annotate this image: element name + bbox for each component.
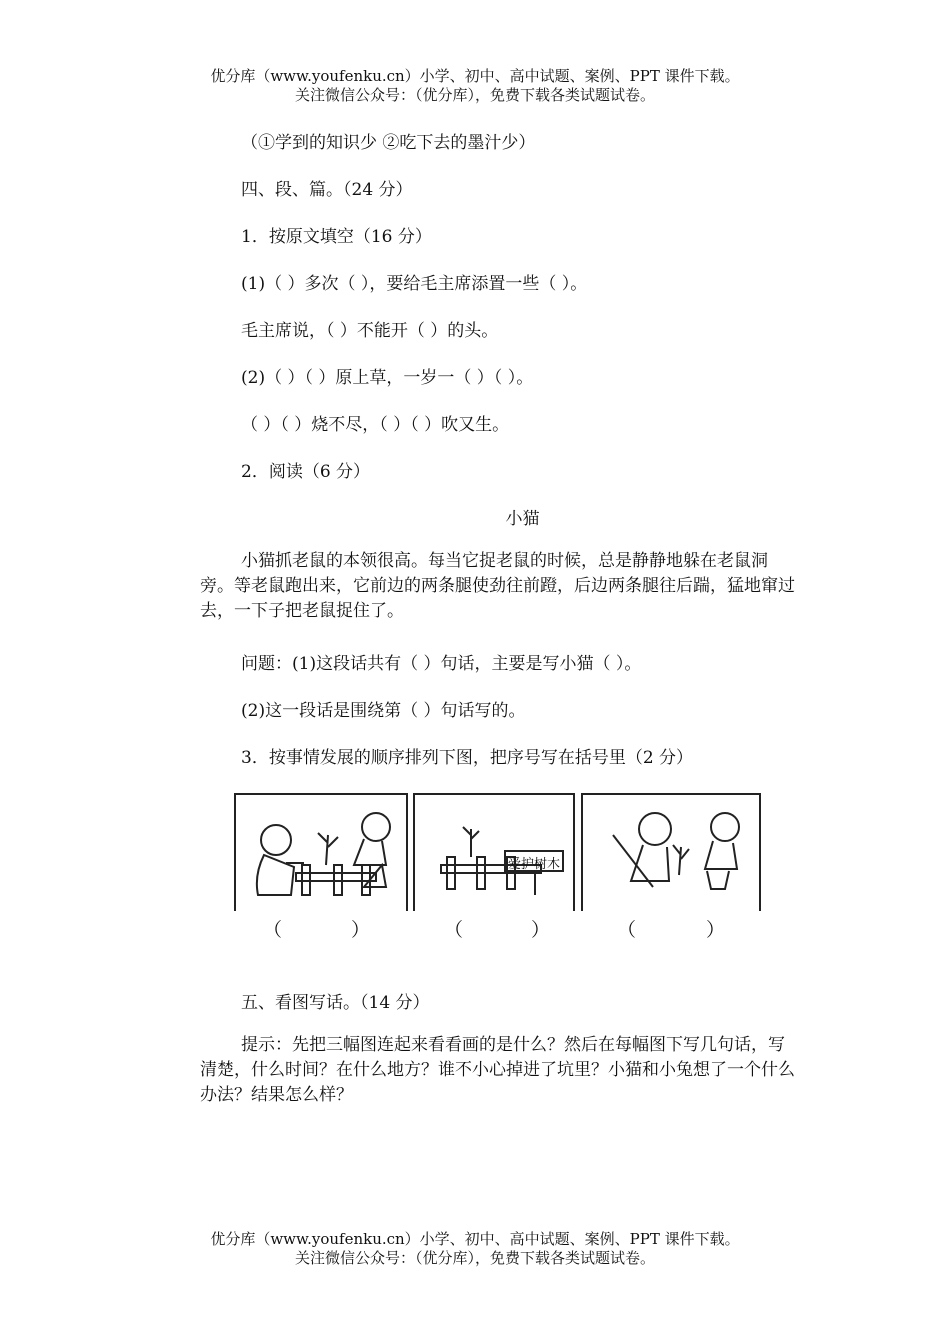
question-3-title: 3．按事情发展的顺序排列下图，把序号写在括号里（2 分）	[241, 748, 694, 768]
picture-panel-1	[234, 793, 408, 911]
answer-paren-2-open: （	[444, 919, 464, 941]
writing-hint: 提示：先把三幅图连起来看看画的是什么？然后在每幅图下写几句话，写清楚，什么时间？在什么地方？谁不小心掉进了坑里？小猫和小兔想了一个什么办法？结果怎么样？	[200, 1035, 795, 1105]
answer-paren-1-open: （	[263, 919, 283, 941]
answer-paren-3-open: （	[617, 919, 637, 941]
passage-title: 小猫	[505, 509, 540, 529]
question-2-2: (2)这一段话是围绕第（ ）句话写的。	[241, 701, 526, 721]
sign-text: 爱护树木	[507, 857, 560, 872]
answer-paren-1-close: ）	[351, 919, 371, 941]
question-2-1: 问题：(1)这段话共有（ ）句话，主要是写小猫（ ）。	[241, 654, 642, 674]
question-1-1b: 毛主席说，（ ）不能开（ ）的头。	[241, 321, 499, 341]
section-5-heading: 五、看图写话。（14 分）	[241, 993, 430, 1013]
options-text: （①学到的知识少 ②吃下去的墨汁少）	[241, 133, 536, 153]
page-header	[0, 67, 950, 105]
footer-line-2: 关注微信公众号：（优分库），免费下载各类试题试卷。	[294, 1249, 655, 1267]
question-1-1a: (1)（ ）多次（ ），要给毛主席添置一些（ ）。	[241, 274, 588, 294]
answer-paren-2-close: ）	[531, 919, 551, 941]
footer-line-1: 优分库（www.youfenku.cn）小学、初中、高中试题、案例、PPT 课件下载。	[210, 1230, 740, 1248]
children-fixing-fence-illustration	[236, 795, 406, 911]
answer-paren-3-close: ）	[706, 919, 726, 941]
question-2-title: 2．阅读（6 分）	[241, 462, 371, 482]
picture-panel-3	[581, 793, 761, 911]
passage-text: 小猫抓老鼠的本领很高。每当它捉老鼠的时候，总是静静地躲在老鼠洞旁。等老鼠跑出来，它前边的两条腿使劲往前蹬，后边两条腿往后踹，猛地窜过去，一下子把老鼠捉住了。	[200, 551, 795, 621]
page-footer	[0, 1230, 950, 1268]
header-line-2: 关注微信公众号：（优分库），免费下载各类试题试卷。	[294, 86, 655, 104]
question-1-title: 1．按原文填空（16 分）	[241, 227, 432, 247]
section-4-heading: 四、段、篇。（24 分）	[241, 180, 413, 200]
question-1-2b: （ ）（ ）烧不尽，（ ）（ ）吹又生。	[241, 415, 510, 435]
children-planting-tree-illustration	[583, 795, 759, 911]
question-1-2a: (2)（ ）（ ）原上草，一岁一（ ）（ ）。	[241, 368, 534, 388]
header-line-1: 优分库（www.youfenku.cn）小学、初中、高中试题、案例、PPT 课件下载。	[210, 67, 740, 85]
picture-panel-2	[413, 793, 575, 911]
